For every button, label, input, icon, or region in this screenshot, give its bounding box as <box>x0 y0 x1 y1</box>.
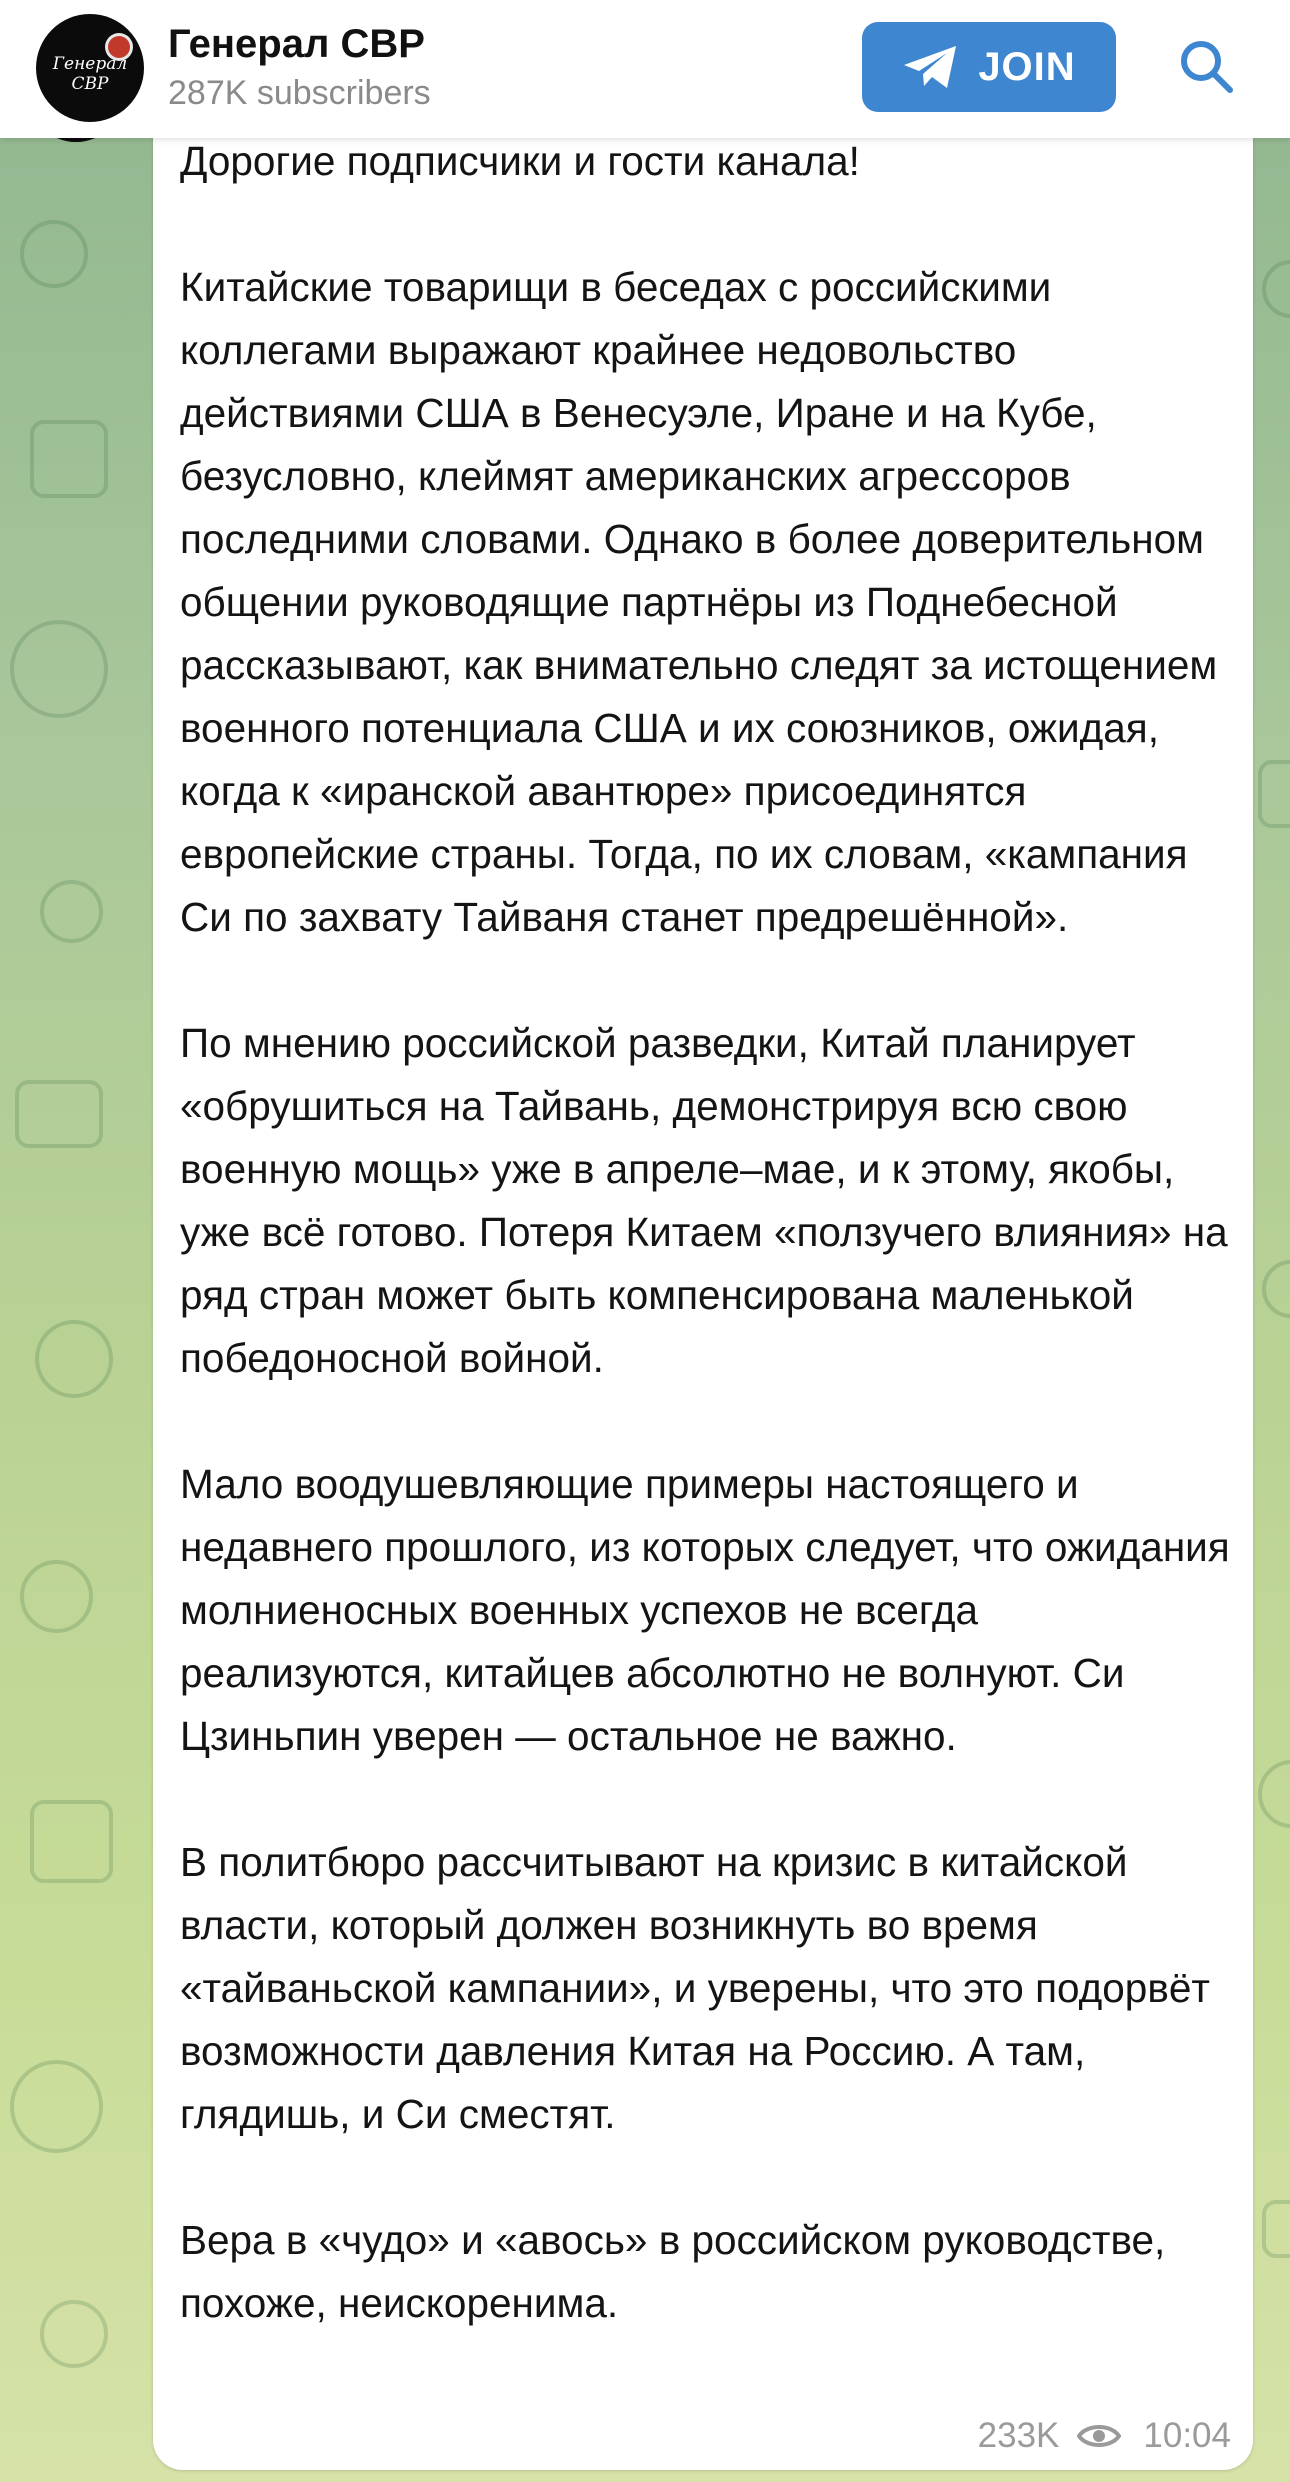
wallpaper-doodle <box>1258 760 1290 828</box>
wallpaper-doodle <box>30 1800 113 1883</box>
wallpaper-doodle <box>20 220 88 288</box>
wallpaper-doodle <box>20 1560 93 1633</box>
join-label: JOIN <box>978 44 1076 89</box>
message-bubble[interactable] <box>153 110 1253 2470</box>
channel-header <box>0 0 1290 138</box>
channel-name[interactable]: Генерал СВР <box>168 22 425 66</box>
wallpaper-doodle <box>1258 1760 1290 1828</box>
message-text: Дорогие подписчики и гости канала! Китайские товарищи в беседах с российскими коллегами выражают крайнее недовольство действиями США в Венесуэле, Иране и на Кубе, безусловно, клеймят американских агрессоров последними словами. Однако в более доверительном общении руководящие партнёры из Поднебесной рассказывают, как внимательно следят за истощением военного потенциала США и их союзников, ожидая, когда к «иранской авантюре» присоединятся европейские страны. Тогда, по их словам, «кампания Си по захвату Тайваня станет предрешённой». По мнению российской разведки, Китай планирует «обрушиться на Тайвань, демонстрируя всю свою военную мощь» уже в апреле–мае, и к этому, якобы, уже всё готово. Потеря Китаем «ползучего влияния» на ряд стран может быть компенсирована маленькой победоносной войной. Мало воодушевляющие примеры настоящего и недавнего прошлого, из которых следует, что ожидания молниеносных военных успехов не всегда реализуются, китайцев абсолютно не волнуют. Си Цзиньпин уверен — остальное не важно. В политбюро рассчитывают на кризис в китайской власти, который должен возникнуть во время «тайваньской кампании», и уверены, что это подорвёт возможности давления Китая на Россию. А там, глядишь, и Си сместят. Вера в «чудо» и «авось» в российском руководстве, похоже, неискоренима. <box>180 138 1230 2326</box>
wallpaper-doodle <box>1262 260 1290 318</box>
wallpaper-doodle <box>1262 2200 1290 2258</box>
wallpaper-doodle <box>15 1080 103 1148</box>
telegram-plane-icon <box>902 44 960 90</box>
wallpaper-doodle <box>1262 1260 1290 1318</box>
message-meta <box>978 2416 1231 2456</box>
wallpaper-doodle <box>10 620 108 718</box>
wallpaper-doodle <box>40 880 103 943</box>
channel-avatar[interactable] <box>36 14 144 122</box>
eye-icon <box>1077 2421 1121 2451</box>
subscriber-count: 287K subscribers <box>168 74 431 112</box>
wallpaper-doodle <box>10 2060 103 2153</box>
message-time: 10:04 <box>1143 2416 1231 2455</box>
wallpaper-doodle <box>35 1320 113 1398</box>
view-count: 233K <box>977 2416 1060 2455</box>
wallpaper-doodle <box>40 2300 108 2368</box>
wallpaper-doodle <box>30 420 108 498</box>
avatar-logo-text: Генерал СВР <box>52 54 128 94</box>
join-button[interactable] <box>862 22 1116 112</box>
search-icon[interactable] <box>1176 36 1236 96</box>
